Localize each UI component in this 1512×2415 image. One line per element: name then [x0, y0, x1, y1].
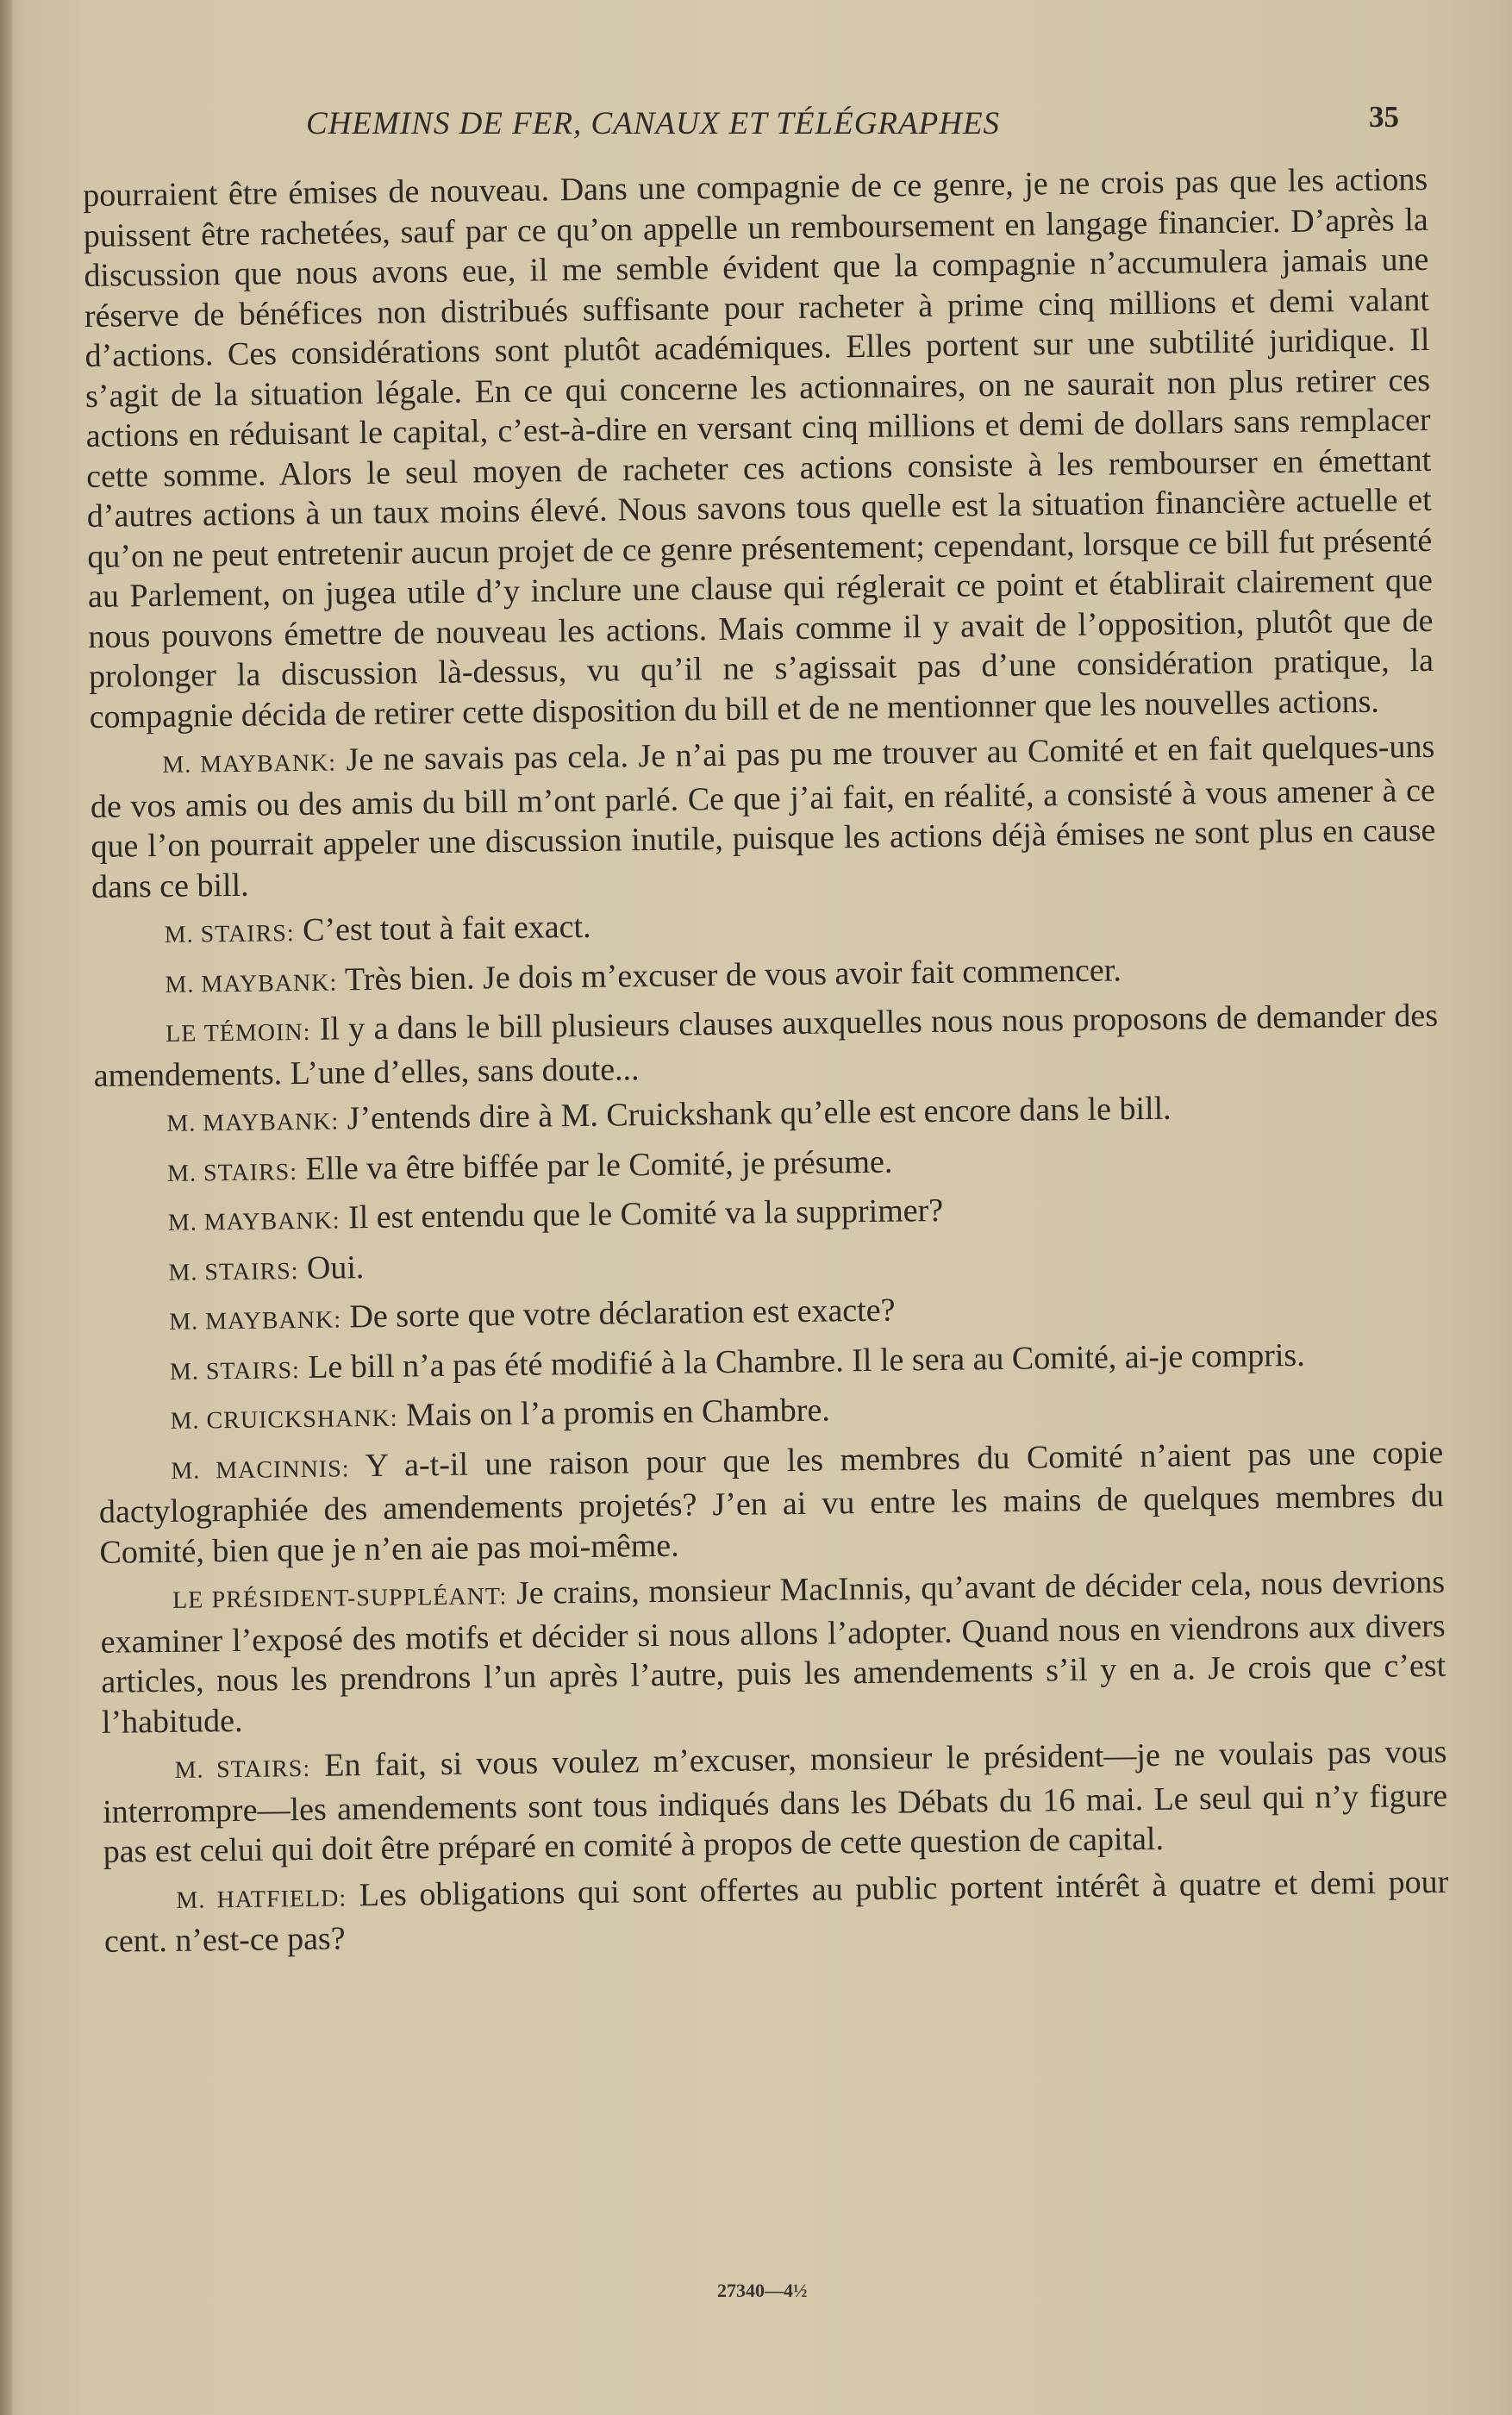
paragraph [95, 1135, 1440, 1195]
page-number: 35 [1369, 100, 1399, 134]
speaker-name: M. MAYBANK: [165, 968, 338, 998]
paragraph-text: Je crains, monsieur MacInnis, qu’avant de décider cela, nous devrions examiner l’exposé des motifs et décider si nous allons l’adopter. Quand nous en viendrons aux divers articles, nous les prendrons l’un après l’autre, puis les amendements s’il y en a. Je crois que c’est l’habitude. [100, 1563, 1446, 1741]
paragraph [98, 1432, 1445, 1573]
paragraph-text: Les obligations qui sont offertes au public portent intérêt à quatre et demi pour cent. n’est-ce pas? [103, 1863, 1449, 1960]
paragraph [97, 1333, 1443, 1393]
paragraph [96, 1234, 1441, 1294]
paragraph [90, 727, 1436, 907]
paragraph [83, 160, 1434, 737]
paragraph [100, 1562, 1446, 1742]
paragraph-text: Le bill n’a pas été modifié à la Chambre. Il le sera au Comité, ai-je compris. [299, 1336, 1305, 1386]
paragraph [94, 1085, 1440, 1146]
paragraph-text: C’est tout à fait exact. [294, 908, 591, 949]
speaker-name: M. MAYBANK: [167, 1207, 341, 1236]
paragraph-text: Il y a dans le bill plusieurs clauses auxquelles nous nous proposons de demander des amendements. L’une d’elles, sans doute... [93, 997, 1439, 1094]
paragraph-text: Oui. [298, 1248, 365, 1286]
paragraph [97, 1284, 1442, 1344]
paragraph [93, 996, 1439, 1096]
paragraph [103, 1861, 1449, 1961]
speaker-name: M. HATFIELD: [176, 1884, 347, 1914]
paragraph-text: En fait, si vous voulez m’excuser, monsieur le président—je ne voulais pas vous interrompre—les amendements sont tous indiqués dans les Débats du 16 mai. Le seul qui n’y figure pas est celui qui doit être préparé en comité à propos de cette question de capital. [102, 1733, 1448, 1870]
paragraph-text: Très bien. Je dois m’excuser de vous avoir fait commencer. [336, 951, 1122, 998]
speaker-name: M. STAIRS: [174, 1755, 311, 1784]
speaker-name: M. STAIRS: [168, 1257, 299, 1286]
paragraph-text: Il est entendu que le Comité va la supprimer? [340, 1192, 944, 1236]
paragraph-text: pourraient être émises de nouveau. Dans une compagnie de ce genre, je ne crois pas que les actions puissent être rachetées, sauf par ce qu’on appelle un remboursement en langage financier. D’après la discussion que nous avons eue, il me semble évident que la compagnie n’accumulera jamais une réserve de bénéfices non distribués suffisante pour racheter à prime cinq millions et demi valant d’actions. Ces considérations sont plutôt académiques. Elles portent sur une subtilité juridique. Il s’agit de la situation légale. En ce qui concerne les actionnaires, on ne saurait non plus retirer ces actions en réduisant le capital, c’est-à-dire en versant cinq millions et demi de dollars sans remplacer cette somme. Alors le seul moyen de racheter ces actions consiste à les rembourser en émettant d’autres actions à un taux moins élevé. Nous savons tous quelle est la situation financière actuelle et qu’on ne peut entretenir aucun projet de ce genre présentement; cependant, lorsque ce bill fut présenté au Parlement, on jugea utile d’y inclure une clause qui réglerait ce point et établirait clairement que nous pouvons émettre de nouveau les actions. Mais comme il y avait de l’opposition, plutôt que de prolonger la discussion là-dessus, vu qu’il ne s’agissait pas d’une considération pratique, la compagnie décida de retirer cette disposition du bill et de ne mentionner que les nouvelles actions. [83, 160, 1434, 735]
paragraph-text: Y a-t-il une raison pour que les membres du Comité n’aient pas une copie dactylographiée des amendements projetés? J’en ai vu entre les mains de quelques membres du Comité, bien que je n’en aie pas moi-même. [98, 1434, 1445, 1571]
body-text [83, 160, 1449, 1968]
speaker-name: M. STAIRS: [166, 1158, 298, 1187]
paragraph [91, 897, 1437, 957]
speaker-name: M. MAYBANK: [162, 749, 337, 779]
paragraph [92, 946, 1438, 1006]
speaker-name: M. MACINNIS: [171, 1455, 350, 1485]
running-header: CHEMINS DE FER, CANAUX ET TÉLÉGRAPHES [306, 106, 1001, 141]
paragraph-text: Je ne savais pas cela. Je n’ai pas pu me trouver au Comité et en fait quelques-uns de vos amis ou des amis du bill m’ont parlé. Ce que j’ai fait, en réalité, a consisté à vous amener à ce que l’on pourrait appeler une discussion inutile, puisque les actions déjà émises ne sont plus en cause dans ce bill. [90, 728, 1436, 905]
paragraph-text: J’entends dire à M. Cruickshank qu’elle est encore dans le bill. [338, 1090, 1171, 1137]
paragraph-text: Elle va être biffée par le Comité, je présume. [297, 1143, 893, 1187]
speaker-name: M. CRUICKSHANK: [170, 1405, 398, 1435]
speaker-name: M. STAIRS: [164, 920, 295, 948]
paragraph [96, 1185, 1441, 1245]
speaker-name: M. MAYBANK: [169, 1306, 342, 1336]
paragraph-text: De sorte que votre déclaration est exacte? [341, 1292, 896, 1336]
speaker-name: LE PRÉSIDENT-SUPPLÉANT: [172, 1583, 508, 1614]
paragraph [97, 1383, 1443, 1443]
paragraph [102, 1732, 1448, 1873]
speaker-name: M. MAYBANK: [166, 1108, 340, 1137]
signature-mark: 27340—4½ [717, 2280, 808, 2301]
page-binding-edge [0, 0, 12, 2415]
speaker-name: M. STAIRS: [169, 1356, 301, 1386]
speaker-name: LE TÉMOIN: [165, 1018, 311, 1048]
paragraph-text: Mais on l’a promis en Chambre. [397, 1392, 831, 1434]
